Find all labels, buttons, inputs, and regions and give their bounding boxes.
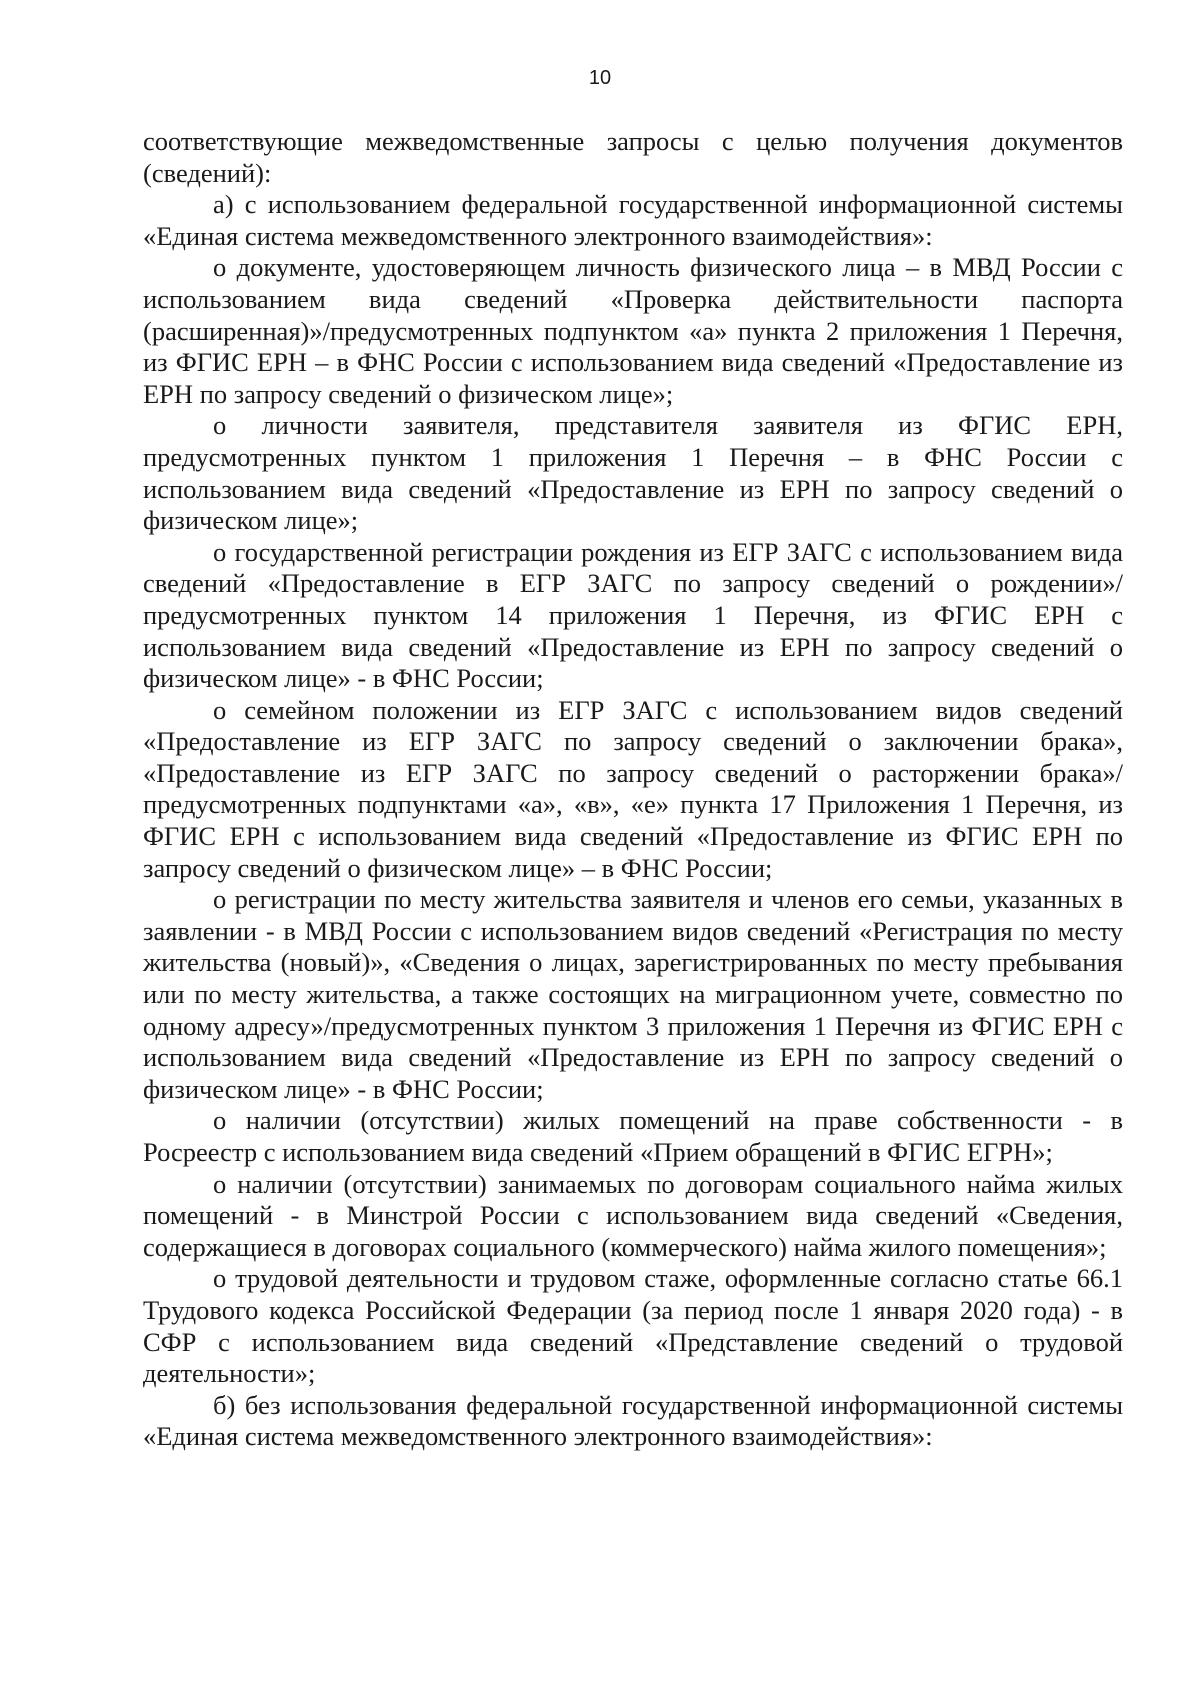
page-number: 10 [588, 67, 612, 89]
paragraph-applicant-identity: о личности заявителя, представителя заявителя из ФГИС ЕРН, предусмотренных пунктом 1 приложения 1 Перечня – в ФНС России с использованием вида сведений «Предоставление из ЕРН по запросу сведений о физическом лице»; [143, 410, 1123, 536]
paragraph-residence-registration: о регистрации по месту жительства заявителя и членов его семьи, указанных в заявлении - в МВД России с использованием видов сведений «Регистрация по месту жительства (новый)», «Сведения о лицах, зарегистрированных по месту пребывания или по месту жительства, а также состоящих на миграционном учете, совместно по одному адресу»/предусмотренных пунктом 3 приложения 1 Перечня из ФГИС ЕРН с использованием вида сведений «Предоставление из ЕРН по запросу сведений о физическом лице» - в ФНС России; [143, 884, 1123, 1104]
paragraph-marital-status: о семейном положении из ЕГР ЗАГС с использованием видов сведений «Предоставление из ЕГР ЗАГС по запросу сведений о заключении брака», «Предоставление из ЕГР ЗАГС по запросу сведений о расторжении брака»/предусмотренных подпунктами «а», «в», «е» пункта 17 Приложения 1 Перечня, из ФГИС ЕРН с использованием вида сведений «Предоставление из ФГИС ЕРН по запросу сведений о физическом лице» – в ФНС России; [143, 694, 1123, 883]
paragraph-labor-activity: о трудовой деятельности и трудовом стаже, оформленные согласно статье 66.1 Трудового кодекса Российской Федерации (за период после 1 января 2020 года) - в СФР с использованием вида сведений «Представление сведений о трудовой деятельности»; [143, 1263, 1123, 1389]
document-body [143, 126, 1123, 1453]
paragraph-item-b: б) без использования федеральной государственной информационной системы «Единая система межведомственного электронного взаимодействия»: [143, 1389, 1123, 1452]
paragraph-owned-housing: о наличии (отсутствии) жилых помещений на праве собственности - в Росреестр с использованием вида сведений «Прием обращений в ФГИС ЕГРН»; [143, 1105, 1123, 1167]
paragraph-identity-document: о документе, удостоверяющем личность физического лица – в МВД России с использованием вида сведений «Проверка действительности паспорта (расширенная)»/предусмотренных подпунктом «а» пункта 2 приложения 1 Перечня, из ФГИС ЕРН – в ФНС России с использованием вида сведений «Предоставление из ЕРН по запросу сведений о физическом лице»; [143, 252, 1123, 409]
paragraph-birth-registration: о государственной регистрации рождения из ЕГР ЗАГС с использованием вида сведений «Предоставление в ЕГР ЗАГС по запросу сведений о рождении»/предусмотренных пунктом 14 приложения 1 Перечня, из ФГИС ЕРН с использованием вида сведений «Предоставление из ЕРН по запросу сведений о физическом лице» - в ФНС России; [143, 536, 1123, 694]
paragraph-continuation: соответствующие межведомственные запросы с целью получения документов (сведений): [143, 126, 1123, 188]
paragraph-social-rent-housing: о наличии (отсутствии) занимаемых по договорам социального найма жилых помещений - в Минстрой России с использованием вида сведений «Сведения, содержащиеся в договорах социального (коммерческого) найма жилого помещения»; [143, 1168, 1123, 1262]
paragraph-item-a: а) с использованием федеральной государственной информационной системы «Единая система межведомственного электронного взаимодействия»: [143, 189, 1123, 251]
